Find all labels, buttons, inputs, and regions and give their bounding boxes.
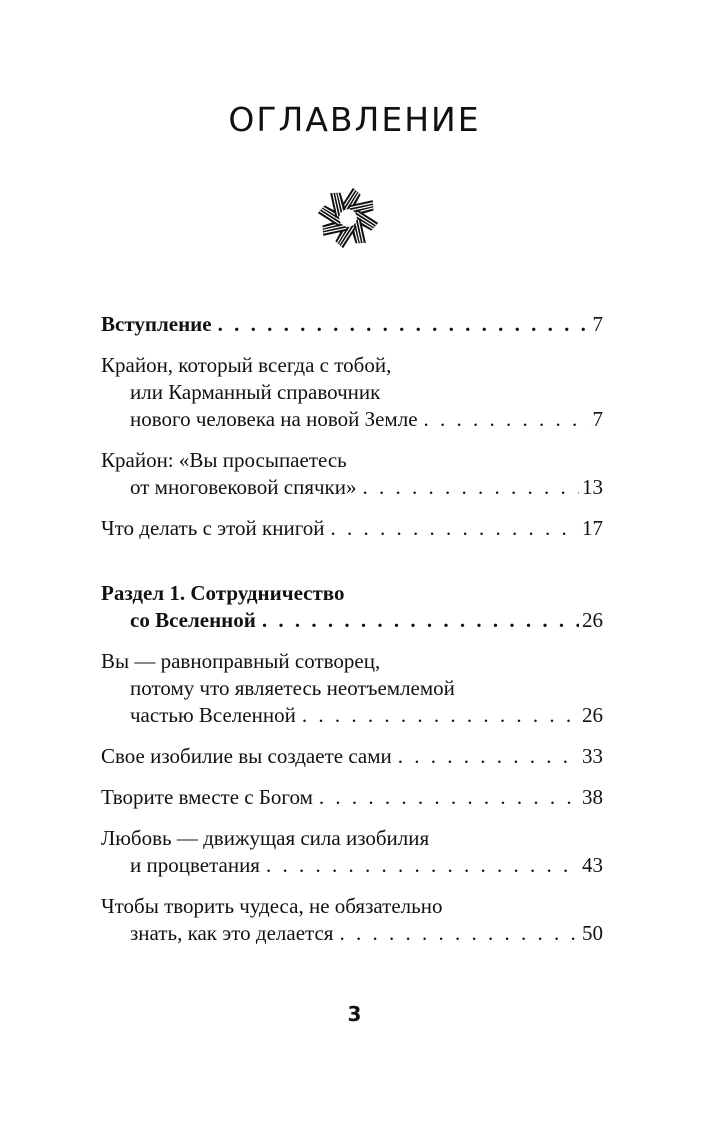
toc-entry-text: или Карманный справочник bbox=[130, 380, 381, 404]
toc-entry-text: Любовь — движущая сила изобилия bbox=[101, 826, 430, 850]
toc-page-number: 17 bbox=[582, 516, 603, 540]
toc-entry-line bbox=[101, 580, 603, 607]
toc-entry bbox=[101, 580, 603, 634]
toc-entry-line bbox=[101, 743, 603, 770]
dot-leader bbox=[218, 311, 590, 338]
toc-entry-line bbox=[101, 702, 603, 729]
toc-entry-line bbox=[101, 675, 603, 702]
toc-entry-line bbox=[101, 352, 603, 379]
dot-leader bbox=[398, 743, 579, 770]
dot-leader bbox=[319, 784, 579, 811]
toc-entry-text: Крайон: «Вы просыпаетесь bbox=[101, 448, 347, 472]
toc-entry-line bbox=[101, 607, 603, 634]
toc-page-number: 33 bbox=[582, 744, 603, 768]
toc-page-number: 7 bbox=[592, 312, 603, 336]
toc-entry-text: потому что являетесь неотъемлемой bbox=[130, 676, 455, 700]
star-ornament-icon bbox=[313, 183, 383, 253]
dot-leader bbox=[424, 406, 590, 433]
toc-entry-text: Раздел 1. Сотрудничество bbox=[101, 581, 345, 605]
toc-page-number: 7 bbox=[592, 407, 603, 431]
toc-page-number: 43 bbox=[582, 853, 603, 877]
toc-page-number: 50 bbox=[582, 921, 603, 945]
toc-page-number: 38 bbox=[582, 785, 603, 809]
dot-leader bbox=[363, 474, 580, 501]
page-number: 3 bbox=[347, 1002, 362, 1026]
toc-entry-text: Свое изобилие вы создаете сами bbox=[101, 744, 392, 768]
toc-entry-line bbox=[101, 825, 603, 852]
toc-entry bbox=[101, 311, 603, 338]
dot-leader bbox=[331, 515, 579, 542]
toc-entry bbox=[101, 825, 603, 879]
toc-page-number: 26 bbox=[582, 608, 603, 632]
toc-entry-line bbox=[101, 311, 603, 338]
toc-entry-text: Чтобы творить чудеса, не обязательно bbox=[101, 894, 443, 918]
toc-entry bbox=[101, 447, 603, 501]
toc-entry-line bbox=[101, 893, 603, 920]
toc-entry-text: нового человека на новой Земле bbox=[130, 407, 418, 431]
toc-entry-line bbox=[101, 784, 603, 811]
toc-entry-line bbox=[101, 852, 603, 879]
toc-entry-line bbox=[101, 406, 603, 433]
toc-entry-text: Вы — равноправный сотворец, bbox=[101, 649, 381, 673]
toc-entry-text: со Вселенной bbox=[130, 608, 256, 632]
toc-entry-line bbox=[101, 515, 603, 542]
toc-entry-line bbox=[101, 474, 603, 501]
toc-entry-line bbox=[101, 920, 603, 947]
toc-entry-text: Что делать с этой книгой bbox=[101, 516, 325, 540]
toc-entry-text: от многовековой спячки» bbox=[130, 475, 357, 499]
toc-page-number: 26 bbox=[582, 703, 603, 727]
dot-leader bbox=[339, 920, 579, 947]
table-of-contents bbox=[101, 311, 603, 961]
toc-entry-text: знать, как это делается bbox=[130, 921, 334, 945]
toc-entry-text: Крайон, который всегда с тобой, bbox=[101, 353, 392, 377]
toc-entry bbox=[101, 743, 603, 770]
dot-leader bbox=[262, 607, 579, 634]
dot-leader bbox=[302, 702, 579, 729]
toc-entry bbox=[101, 784, 603, 811]
toc-entry bbox=[101, 515, 603, 542]
toc-entry-text: Вступление bbox=[101, 312, 212, 336]
toc-entry-line bbox=[101, 379, 603, 406]
toc-entry bbox=[101, 648, 603, 729]
toc-entry-line bbox=[101, 648, 603, 675]
toc-entry bbox=[101, 893, 603, 947]
toc-entry-text: и процветания bbox=[130, 853, 260, 877]
page-title: ОГЛАВЛЕНИЕ bbox=[228, 100, 481, 139]
toc-entry-text: частью Вселенной bbox=[130, 703, 296, 727]
dot-leader bbox=[266, 852, 579, 879]
toc-entry-text: Творите вместе с Богом bbox=[101, 785, 313, 809]
toc-page-number: 13 bbox=[582, 475, 603, 499]
toc-entry bbox=[101, 352, 603, 433]
toc-entry-line bbox=[101, 447, 603, 474]
